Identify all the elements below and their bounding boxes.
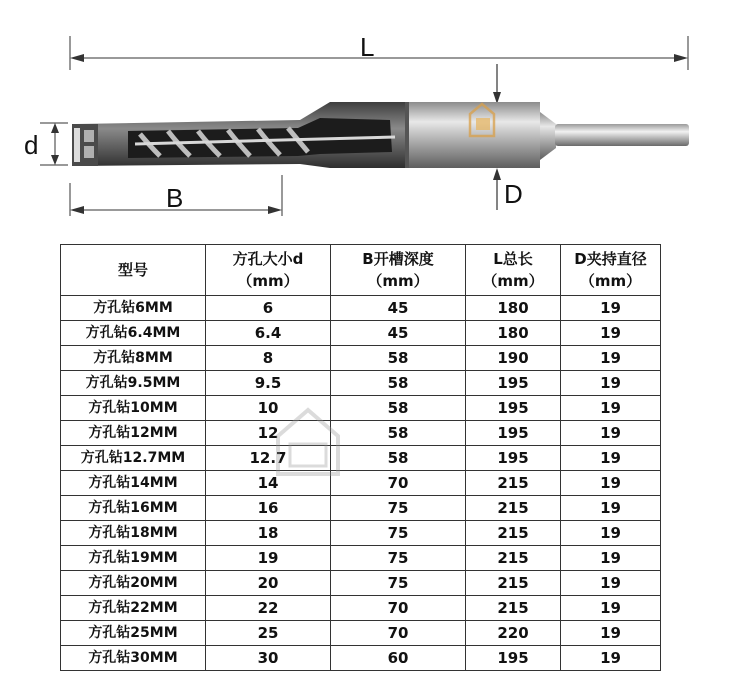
header-line2: （mm）: [367, 272, 429, 290]
model-cell: 方孔钻14MM: [61, 471, 206, 496]
shank-diameter-cell: 19: [561, 546, 661, 571]
slot-depth-cell: 45: [331, 321, 466, 346]
square-size-cell: 9.5: [206, 371, 331, 396]
chisel-body: [72, 102, 689, 168]
square-size-cell: 22: [206, 596, 331, 621]
model-cell: 方孔钻20MM: [61, 571, 206, 596]
label-d: d: [24, 130, 39, 160]
label-L: L: [360, 32, 375, 62]
dimension-d: [40, 123, 68, 165]
table-row: [61, 571, 661, 596]
header-cell: [466, 245, 561, 296]
table-row: [61, 346, 661, 371]
total-length-cell: 215: [466, 596, 561, 621]
total-length-cell: 215: [466, 546, 561, 571]
spec-table: [60, 244, 661, 671]
drill-bit-figure: [0, 0, 750, 235]
shank-diameter-cell: 19: [561, 621, 661, 646]
table-row: [61, 521, 661, 546]
table-row: [61, 596, 661, 621]
model-cell: 方孔钻8MM: [61, 346, 206, 371]
model-cell: 方孔钻25MM: [61, 621, 206, 646]
shank-diameter-cell: 19: [561, 346, 661, 371]
table-body: [61, 296, 661, 671]
square-size-cell: 10: [206, 396, 331, 421]
total-length-cell: 215: [466, 471, 561, 496]
slot-depth-cell: 75: [331, 496, 466, 521]
header-cell: [61, 245, 206, 296]
slot-depth-cell: 75: [331, 546, 466, 571]
shank-diameter-cell: 19: [561, 496, 661, 521]
total-length-cell: 180: [466, 296, 561, 321]
square-size-cell: 6.4: [206, 321, 331, 346]
header-line2: （mm）: [237, 272, 299, 290]
square-size-cell: 20: [206, 571, 331, 596]
slot-depth-cell: 70: [331, 596, 466, 621]
square-size-cell: 25: [206, 621, 331, 646]
table-row: [61, 471, 661, 496]
slot-depth-cell: 58: [331, 421, 466, 446]
total-length-cell: 215: [466, 521, 561, 546]
header-line1: 方孔大小d: [232, 250, 304, 268]
header-cell: [331, 245, 466, 296]
square-size-cell: 12.7: [206, 446, 331, 471]
square-size-cell: 30: [206, 646, 331, 671]
header-cell: [206, 245, 331, 296]
header-line1: B开槽深度: [362, 250, 434, 268]
square-size-cell: 12: [206, 421, 331, 446]
model-cell: 方孔钻12MM: [61, 421, 206, 446]
square-size-cell: 8: [206, 346, 331, 371]
square-size-cell: 19: [206, 546, 331, 571]
model-cell: 方孔钻16MM: [61, 496, 206, 521]
model-cell: 方孔钻10MM: [61, 396, 206, 421]
slot-depth-cell: 75: [331, 571, 466, 596]
total-length-cell: 195: [466, 646, 561, 671]
shank-diameter-cell: 19: [561, 571, 661, 596]
shank-diameter-cell: 19: [561, 646, 661, 671]
table-row: [61, 371, 661, 396]
header-line2: （mm）: [579, 272, 642, 290]
model-cell: 方孔钻19MM: [61, 546, 206, 571]
table-row: [61, 546, 661, 571]
slot-depth-cell: 60: [331, 646, 466, 671]
square-size-cell: 14: [206, 471, 331, 496]
model-cell: 方孔钻18MM: [61, 521, 206, 546]
table-header: [61, 245, 661, 296]
total-length-cell: 215: [466, 571, 561, 596]
header-cell: [561, 245, 661, 296]
table-row: [61, 621, 661, 646]
total-length-cell: 190: [466, 346, 561, 371]
shank-diameter-cell: 19: [561, 371, 661, 396]
table-row: [61, 321, 661, 346]
shank-diameter-cell: 19: [561, 471, 661, 496]
total-length-cell: 215: [466, 496, 561, 521]
square-size-cell: 16: [206, 496, 331, 521]
square-size-cell: 18: [206, 521, 331, 546]
label-B: B: [166, 183, 184, 213]
slot-depth-cell: 70: [331, 621, 466, 646]
model-cell: 方孔钻6.4MM: [61, 321, 206, 346]
total-length-cell: 180: [466, 321, 561, 346]
table-row: [61, 296, 661, 321]
model-cell: 方孔钻6MM: [61, 296, 206, 321]
shank-diameter-cell: 19: [561, 446, 661, 471]
model-cell: 方孔钻12.7MM: [61, 446, 206, 471]
header-row: [61, 245, 661, 296]
total-length-cell: 195: [466, 446, 561, 471]
slot-depth-cell: 58: [331, 446, 466, 471]
table-row: [61, 421, 661, 446]
shank-diameter-cell: 19: [561, 396, 661, 421]
model-cell: 方孔钻22MM: [61, 596, 206, 621]
slot-depth-cell: 58: [331, 346, 466, 371]
square-size-cell: 6: [206, 296, 331, 321]
model-cell: 方孔钻9.5MM: [61, 371, 206, 396]
slot-depth-cell: 75: [331, 521, 466, 546]
table-row: [61, 496, 661, 521]
table-row: [61, 646, 661, 671]
header-line1: L总长: [493, 250, 533, 268]
shank-diameter-cell: 19: [561, 321, 661, 346]
header-line1: 型号: [117, 261, 148, 279]
shank-diameter-cell: 19: [561, 421, 661, 446]
shank-diameter-cell: 19: [561, 596, 661, 621]
slot-depth-cell: 58: [331, 371, 466, 396]
shank-diameter-cell: 19: [561, 521, 661, 546]
label-D: D: [504, 179, 523, 209]
slot-depth-cell: 45: [331, 296, 466, 321]
total-length-cell: 195: [466, 396, 561, 421]
header-line1: D夹持直径: [574, 250, 647, 268]
shank-diameter-cell: 19: [561, 296, 661, 321]
slot-depth-cell: 70: [331, 471, 466, 496]
total-length-cell: 220: [466, 621, 561, 646]
slot-depth-cell: 58: [331, 396, 466, 421]
drill-bit-drawing: [0, 0, 750, 235]
dimension-L: [70, 32, 688, 70]
table-row: [61, 396, 661, 421]
total-length-cell: 195: [466, 371, 561, 396]
total-length-cell: 195: [466, 421, 561, 446]
model-cell: 方孔钻30MM: [61, 646, 206, 671]
header-line2: （mm）: [482, 272, 544, 290]
table-row: [61, 446, 661, 471]
